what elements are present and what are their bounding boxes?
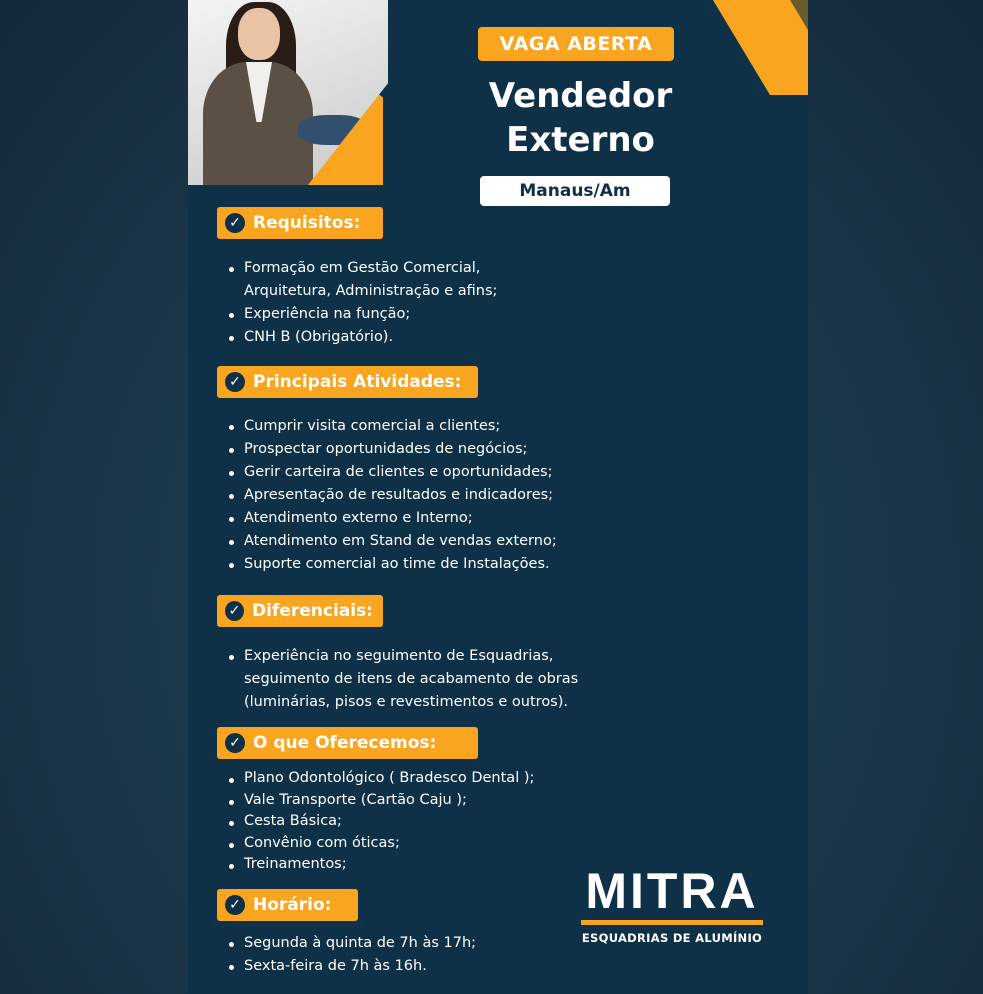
list-item: Convênio com óticas; [228, 833, 648, 855]
oferecemos-list [228, 768, 648, 876]
requisitos-list [228, 257, 648, 349]
list-item: CNH B (Obrigatório). [228, 326, 648, 349]
section-title: O que Oferecemos: [253, 733, 437, 753]
list-item: Apresentação de resultados e indicadores; [228, 484, 648, 507]
logo-subtitle: ESQUADRIAS DE ALUMÍNIO [581, 931, 763, 945]
check-circle-icon: ✓ [225, 372, 245, 392]
list-item: Experiência na função; [228, 303, 648, 326]
list-item: Experiência no seguimento de Esquadrias, seguimento de itens de acabamento de obras (luminárias, pisos e revestimentos e outros). [228, 645, 623, 714]
list-item: Suporte comercial ao time de Instalações. [228, 553, 648, 576]
section-title: Diferenciais: [251, 601, 373, 621]
job-title: Vendedor Externo [488, 76, 673, 160]
section-title: Requisitos: [253, 213, 361, 233]
check-circle-icon: ✓ [225, 601, 244, 621]
check-circle-icon: ✓ [225, 213, 245, 233]
logo-name: MITRA [585, 863, 759, 919]
list-item: Plano Odontológico ( Bradesco Dental ); [228, 768, 648, 790]
section-requisitos-header [217, 207, 383, 239]
job-tag: VAGA ABERTA [478, 27, 674, 61]
list-item: Atendimento externo e Interno; [228, 507, 648, 530]
corner-accent-shape [713, 0, 808, 95]
check-circle-icon: ✓ [225, 895, 245, 915]
section-title: Principais Atividades: [253, 372, 462, 392]
list-item: Atendimento em Stand de vendas externo; [228, 530, 648, 553]
section-title: Horário: [253, 895, 332, 915]
list-item: Sexta-feira de 7h às 16h. [228, 955, 528, 978]
list-item: Gerir carteira de clientes e oportunidades; [228, 461, 648, 484]
section-oferecemos-header [217, 727, 478, 759]
list-item: Prospectar oportunidades de negócios; [228, 438, 648, 461]
list-item: Formação em Gestão Comercial, Arquitetura, Administração e afins; [228, 257, 524, 303]
person-face [238, 8, 280, 60]
list-item: Vale Transporte (Cartão Caju ); [228, 790, 648, 812]
job-post-card [188, 0, 808, 994]
list-item: Cesta Básica; [228, 811, 648, 833]
atividades-list [228, 415, 648, 576]
logo-underline [581, 920, 763, 925]
list-item: Cumprir visita comercial a clientes; [228, 415, 648, 438]
section-atividades-header [217, 366, 478, 398]
job-location: Manaus/Am [480, 176, 670, 206]
check-circle-icon: ✓ [225, 733, 245, 753]
list-item: Segunda à quinta de 7h às 17h; [228, 932, 528, 955]
section-horario-header [217, 889, 358, 921]
list-item: Treinamentos; [228, 854, 648, 876]
section-diferenciais-header [217, 595, 383, 627]
horario-list [228, 932, 528, 978]
diferenciais-list [228, 645, 623, 714]
company-logo [581, 863, 763, 945]
